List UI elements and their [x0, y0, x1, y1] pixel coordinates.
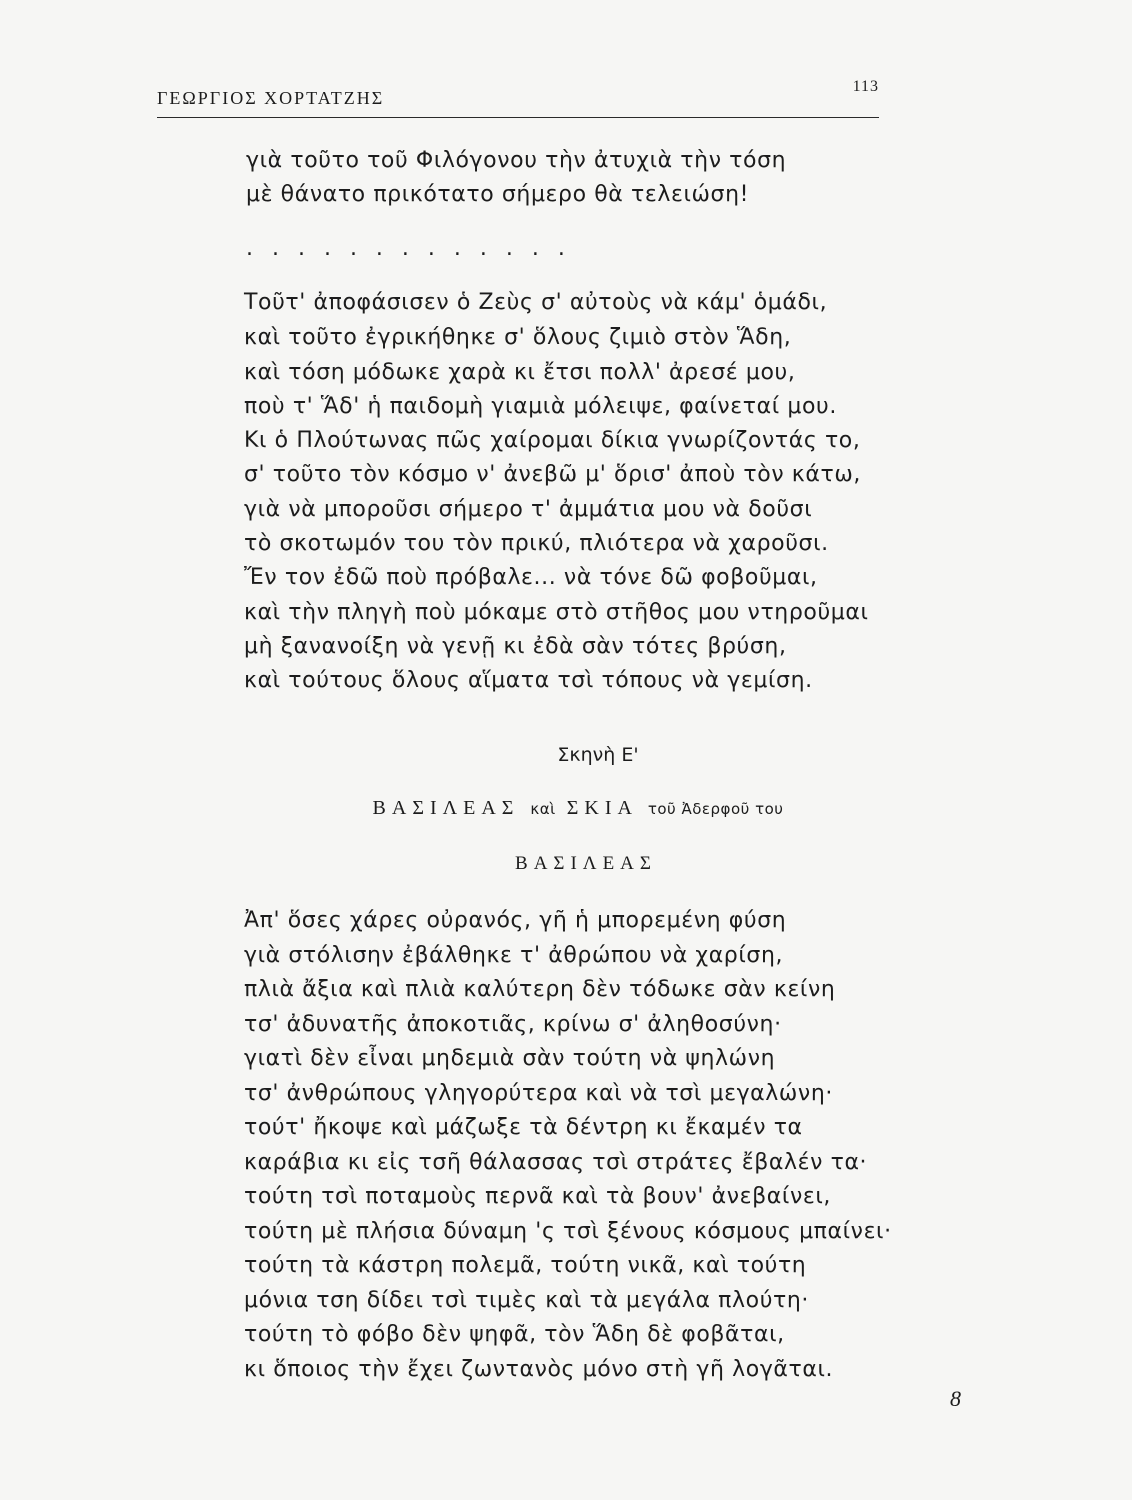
verse-line: γιὰ στόλισην ἐβάλθηκε τ' ἀθρώπου νὰ χαρίση, — [244, 943, 784, 968]
verse-line: καὶ τούτους ὅλους αἵματα τσὶ τόπους νὰ γεμίση. — [244, 668, 813, 693]
page-number: 113 — [852, 78, 879, 95]
signature-mark: 8 — [950, 1386, 961, 1411]
verse-line: τὸ σκοτωμόν του τὸν πρικύ, πλιότερα νὰ χαροῦσι. — [244, 531, 829, 556]
verse-line: Τοῦτ' ἀποφάσισεν ὁ Ζεὺς σ' αὐτοὺς νὰ κάμ' ὁμάδι, — [244, 290, 828, 315]
verse-line: γιὰ τοῦτο τοῦ Φιλόγονου τὴν ἀτυχιὰ τὴν τόση — [246, 148, 787, 173]
verse-line: μόνια τση δίδει τσὶ τιμὲς καὶ τὰ μεγάλα πλούτη· — [244, 1288, 810, 1313]
verse-line: Κι ὁ Πλούτωνας πῶς χαίρομαι δίκια γνωρίζοντάς το, — [244, 428, 861, 453]
verse-line: τούτη τὸ φόβο δὲν ψηφᾶ, τὸν Ἅδη δὲ φοβᾶται, — [244, 1322, 785, 1347]
running-title: ΓΕΩΡΓΙΟΣ ΧΟΡΤΑΤΖΗΣ — [157, 88, 385, 108]
header-rule — [157, 117, 879, 118]
verse-line: σ' τοῦτο τὸν κόσμο ν' ἀνεβῶ μ' ὅρισ' ἀποὺ τὸν κάτω, — [244, 462, 861, 487]
verse-line: κι ὅποιος τὴν ἔχει ζωντανὸς μόνο στὴ γῆ λογᾶται. — [244, 1357, 834, 1382]
scene-characters — [0, 797, 1132, 820]
verse-line: καὶ τοῦτο ἐγρικήθηκε σ' ὅλους ζιμιὸ στὸν Ἅδη, — [244, 325, 792, 350]
verse-line: τούτη μὲ πλήσια δύναμη 'ς τσὶ ξένους κόσμους μπαίνει· — [244, 1219, 892, 1244]
character-king: ΒΑΣΙΛΕΑΣ — [372, 797, 520, 819]
verse-line: μὲ θάνατο πρικότατο σήμερο θὰ τελειώση! — [246, 182, 750, 207]
verse-line: Ἔν τον ἐδῶ ποὺ πρόβαλε... νὰ τόνε δῶ φοβοῦμαι, — [244, 565, 818, 590]
characters-conjunction: καὶ — [530, 800, 556, 818]
verse-line: πλιὰ ἄξια καὶ πλιὰ καλύτερη δὲν τόδωκε σὰν κείνη — [244, 977, 836, 1002]
verse-line: μὴ ξανανοίξη νὰ γενῇ κι ἐδὰ σὰν τότες βρύση, — [244, 634, 787, 659]
omission-dots: . . . . . . . . . . . . . — [246, 236, 571, 261]
verse-line: Ἀπ' ὅσες χάρες οὐρανός, γῆ ἡ μπορεμένη φύση — [244, 908, 787, 933]
verse-line: τούτ' ἤκοψε καὶ μάζωξε τὰ δέντρη κι ἔκαμέν τα — [244, 1115, 803, 1140]
character-shadow: ΣΚΙΑ — [566, 797, 637, 819]
verse-line: τσ' ἀνθρώπους γληγορύτερα καὶ νὰ τσὶ μεγαλώνη· — [244, 1081, 833, 1106]
verse-line: καὶ τόση μόδωκε χαρὰ κι ἔτσι πολλ' ἀρεσέ μου, — [244, 360, 796, 385]
verse-line: γιὰ νὰ μποροῦσι σήμερο τ' ἀμμάτια μου νὰ δοῦσι — [244, 497, 813, 522]
characters-descriptor: τοῦ Ἀδερφοῦ του — [647, 800, 784, 818]
verse-line: τσ' ἀδυνατῆς ἀποκοτιᾶς, κρίνω σ' ἀληθοσύνη· — [244, 1012, 782, 1037]
verse-line: τούτη τσὶ ποταμοὺς περνᾶ καὶ τὰ βουν' ἀνεβαίνει, — [244, 1184, 831, 1209]
verse-line: καράβια κι εἰς τσῆ θάλασσας τσὶ στράτες ἔβαλέν τα· — [244, 1150, 868, 1175]
running-header — [157, 78, 879, 116]
verse-line: καὶ τὴν πληγὴ ποὺ μόκαμε στὸ στῆθος μου ντηροῦμαι — [244, 600, 869, 625]
speaker-label: ΒΑΣΙΛΕΑΣ — [515, 853, 657, 874]
verse-line: γιατὶ δὲν εἶναι μηδεμιὰ σὰν τούτη νὰ ψηλώνη — [244, 1046, 776, 1071]
scene-label: Σκηνὴ Ε' — [557, 744, 639, 766]
verse-line: ποὺ τ' Ἅδ' ἡ παιδομὴ γιαμιὰ μόλειψε, φαίνεταί μου. — [244, 394, 837, 419]
verse-line: τούτη τὰ κάστρη πολεμᾶ, τούτη νικᾶ, καὶ τούτη — [244, 1253, 807, 1278]
